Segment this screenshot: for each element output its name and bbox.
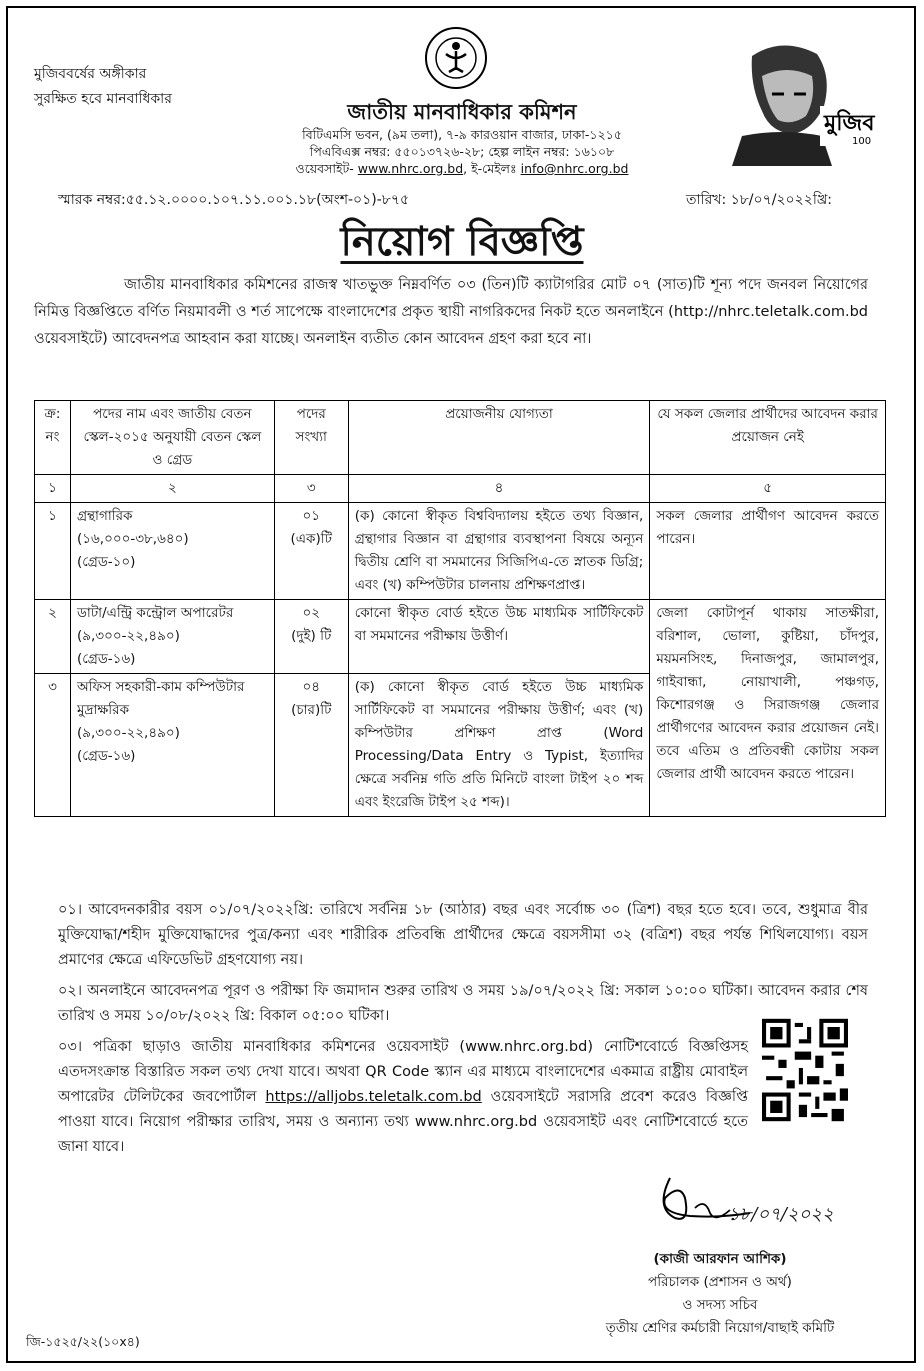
col-number: ১ <box>35 475 71 503</box>
web-label: ওয়েবসাইট- <box>295 161 358 176</box>
note-3-part-b: ) নোটিশবোর্ডে বিজ্ঞপ্তিসহ এতদসংক্রান্ত বিস্তারিত সকল তথ্য দেখা যাবে। অথবা QR Code স্ক্যান এর মাধ্যমে বাংলাদেশের একমাত্র রাষ্ট্রীয় মোবাইল অপারেটর টেলিটকের জবপোর্টাল <box>58 1039 748 1105</box>
memo-date: তারিখ: ১৮/০৭/২০২২খ্রি: <box>686 192 832 208</box>
row-districts: জেলা কোটাপূর্ন থাকায় সাতক্ষীরা, বরিশাল, ভোলা, কুষ্টিয়া, চাঁদপুর, ময়মনসিংহ, দিনাজপুর, জামালপুর, গাইবান্ধা, নোয়াখালী, পঞ্চগড়, কিশোরগঞ্জ ও সিরাজগঞ্জ জেলার প্রার্থীগণের আবেদন করার প্রয়োজন নেই। তবে এতিম ও প্রতিবন্ধী কোটায় সকল জেলার প্রার্থী আবেদন করতে পারেন। <box>650 600 886 817</box>
signatory-block <box>560 1248 880 1340</box>
svg-text:100: 100 <box>852 136 872 147</box>
table-header-row <box>35 401 886 475</box>
count-words: (চার)টি <box>291 702 332 718</box>
count-number: ০২ <box>302 605 321 621</box>
row-serial: ১ <box>35 503 71 600</box>
header-districts: যে সকল জেলার প্রার্থীদের আবেদন করার প্রয়োজন নেই <box>650 401 886 475</box>
intro-paragraph: জাতীয় মানবাধিকার কমিশনের রাজস্ব খাতভুক্ত নিম্নবর্ণিত ০৩ (তিন)টি ক্যাটাগরির মোট ০৭ (সাত)টি শূন্য পদে জনবল নিয়োগের নিমিত্ত বিজ্ঞপ্তিতে বর্ণিত নিয়মাবলী ও শর্ত সাপেক্ষে বাংলাদেশের প্রকৃত স্থায়ী নাগরিকদের নিকট হতে অনলাইনে (http://nhrc.teletalk.com.bd ওয়েবসাইটে) আবেদনপত্র আহবান করা যাচ্ছে। অনলাইন ব্যতীত কোন আবেদন গ্রহণ করা হবে না। <box>34 277 868 347</box>
nhrc-website-link[interactable]: www.nhrc.org.bd <box>465 1039 588 1055</box>
phone-numbers: পিএবিএক্স নম্বর: ৫৫০১৩৭২৬-২৮; হেল্প লাইন নম্বর: ১৬১০৮ <box>309 144 615 159</box>
post-name: ডাটা/এন্ট্রি কন্ট্রোল অপারেটর <box>76 605 234 621</box>
row-count <box>274 674 348 817</box>
signature-date: ১৮/০৭/২০২২ <box>728 1204 834 1225</box>
note-3-part-a: ০৩। পত্রিকা ছাড়াও জাতীয় মানবাধিকার কমিশনের ওয়েবসাইট ( <box>58 1039 466 1055</box>
header-serial: ক্র: নং <box>35 401 71 475</box>
notice-title <box>0 210 924 277</box>
header-count: পদের সংখ্যা <box>274 401 348 475</box>
row-qualification: (ক) কোনো স্বীকৃত বিশ্ববিদ্যালয় হইতে তথ্য বিজ্ঞান, গ্রন্থাগার বিজ্ঞান বা গ্রন্থাগার ব্যবস্থাপনা বিষয়ে অন্যূন দ্বিতীয় শ্রেণি বা সমমানের সিজিপিএ-তে স্নাতক ডিগ্রি; এবং (খ) কম্পিউটার চালনায় প্রশিক্ষণপ্রাপ্ত। <box>348 503 650 600</box>
header-qualification: প্রয়োজনীয় যোগ্যতা <box>348 401 650 475</box>
post-name: অফিস সহকারী-কাম কম্পিউটার মুদ্রাক্ষরিক <box>76 679 245 718</box>
col-number: ২ <box>70 475 274 503</box>
row-count <box>274 600 348 674</box>
memo-reference: স্মারক নম্বর:৫৫.১২.০০০০.১০৭.১১.০০১.১৮(অংশ-০১)-৮৭৫ <box>58 192 410 208</box>
table-number-row <box>35 475 886 503</box>
print-code: জি-১৫২৫/২২(১০x৪) <box>26 1334 140 1349</box>
vacancy-table <box>34 400 886 817</box>
grade: (গ্রেড-১৬) <box>76 748 136 764</box>
signatory-designation-3: তৃতীয় শ্রেণির কর্মচারী নিয়োগ/বাছাই কমিটি <box>605 1320 835 1336</box>
signatory-designation-2: ও সদস্য সচিব <box>682 1297 758 1313</box>
row-qualification: কোনো স্বীকৃত বোর্ড হইতে উচ্চ মাধ্যমিক সার্টিফিকেট বা সমমানের পরীক্ষায় উত্তীর্ণ। <box>348 600 650 674</box>
count-words: (এক)টি <box>290 531 332 547</box>
notice-title-text: নিয়োগ বিজ্ঞপ্তি <box>340 219 584 265</box>
row-post <box>70 600 274 674</box>
grade: (গ্রেড-১০) <box>76 554 136 570</box>
post-name: গ্রন্থাগারিক <box>76 508 133 524</box>
table-row <box>35 600 886 674</box>
mujib-centenary-portrait <box>732 36 884 166</box>
pay-scale: (৯,৩০০-২২,৪৯০) <box>76 628 180 644</box>
col-number: ৩ <box>274 475 348 503</box>
row-qualification: (ক) কোনো স্বীকৃত বোর্ড হইতে উচ্চ মাধ্যমিক সার্টিফিকেট বা সমমানের পরীক্ষায় উত্তীর্ণ; এবং (খ) কম্পিউটার প্রশিক্ষণ প্রাপ্ত (Word Processing/Data Entry ও Typist, ইত্যাদির ক্ষেত্রে সর্বনিম্ন গতি প্রতি মিনিটে বাংলা টাইপ ২০ শব্দ এবং ইংরেজি টাইপ ২৫ শব্দ)। <box>348 674 650 817</box>
row-serial: ২ <box>35 600 71 674</box>
organization-name: জাতীয় মানবাধিকার কমিশন <box>347 100 577 124</box>
pledge-line-2: সুরক্ষিত হবে মানবাধিকার <box>34 91 172 107</box>
count-number: ০৪ <box>302 679 321 695</box>
col-number: ৪ <box>348 475 650 503</box>
address: বিটিএমসি ভবন, (৯ম তলা), ৭-৯ কারওয়ান বাজার, ঢাকা-১২১৫ <box>302 127 622 142</box>
pay-scale: (১৬,০০০-৩৮,৬৪০) <box>76 531 189 547</box>
email-link[interactable]: info@nhrc.org.bd <box>520 161 629 176</box>
grade: (গ্রেড-১৬) <box>76 651 136 667</box>
pay-scale: (৯,৩০০-২২,৪৯০) <box>76 725 180 741</box>
row-serial: ৩ <box>35 674 71 817</box>
note-3-part-c: ওয়েবসাইটে সরাসরি প্রবেশ করেও বিজ্ঞপ্তি পাওয়া যাবে। নিয়োগ পরীক্ষার তারিখ, সময় ও অন্যান্য তথ্য www.nhrc.org.bd ওয়েবসাইট এবং নোটিশবোর্ডে হতে জানা যাবে। <box>58 1089 748 1155</box>
table-row <box>35 503 886 600</box>
note-2: ০২। অনলাইনে আবেদনপত্র পূরণ ও পরীক্ষা ফি জমাদান শুরুর তারিখ ও সময় ১৯/০৭/২০২২ খ্রি: সকাল ১০:০০ ঘটিকা। আবেদন করার শেষ তারিখ ও সময় ১০/০৮/২০২২ খ্রি: বিকাল ০৫:০০ ঘটিকা। <box>58 983 868 1024</box>
pledge-line-1: মুজিববর্ষের অঙ্গীকার <box>34 66 147 82</box>
svg-text:মুজিব: মুজিব <box>824 111 875 136</box>
row-count <box>274 503 348 600</box>
row-post <box>70 503 274 600</box>
note-1: ০১। আবেদনকারীর বয়স ০১/০৭/২০২২খ্রি: তারিখে সর্বনিম্ন ১৮ (আঠার) বছর এবং সর্বোচ্চ ৩০ (ত্রিশ) বছর হতে হবে। তবে, শুধুমাত্র বীর মুক্তিযোদ্ধা/শহীদ মুক্তিযোদ্ধাদের পুত্র/কন্যা এবং শারীরিক প্রতিবন্ধি প্রার্থীদের ক্ষেত্রে বয়সসীমা ৩২ (বত্রিশ) বছর পর্যন্ত শিথিলযোগ্য। বয়স প্রমাণের ক্ষেত্রে এফিডেভিট গ্রহণযোগ্য নয়। <box>58 902 868 968</box>
col-number: ৫ <box>650 475 886 503</box>
signatory-name: (কাজী আরফান আশিক) <box>653 1251 787 1267</box>
signatory-designation-1: পরিচালক (প্রশাসন ও অর্থ) <box>648 1274 792 1290</box>
row-post <box>70 674 274 817</box>
teletalk-jobs-link[interactable]: https://alljobs.teletalk.com.bd <box>265 1089 482 1105</box>
nhrc-logo <box>418 24 494 92</box>
website-link[interactable]: www.nhrc.org.bd <box>357 161 464 176</box>
notes <box>58 898 868 1166</box>
count-number: ০১ <box>302 508 321 524</box>
header-post: পদের নাম এবং জাতীয় বেতন স্কেল-২০১৫ অনুযায়ী বেতন স্কেল ও গ্রেড <box>70 401 274 475</box>
row-districts: সকল জেলার প্রার্থীগণ আবেদন করতে পারেন। <box>650 503 886 600</box>
email-label: , ই-মেইলঃ <box>463 161 521 176</box>
count-words: (দুই) টি <box>291 628 332 644</box>
qr-code[interactable] <box>762 1018 848 1122</box>
note-3 <box>58 1035 748 1160</box>
